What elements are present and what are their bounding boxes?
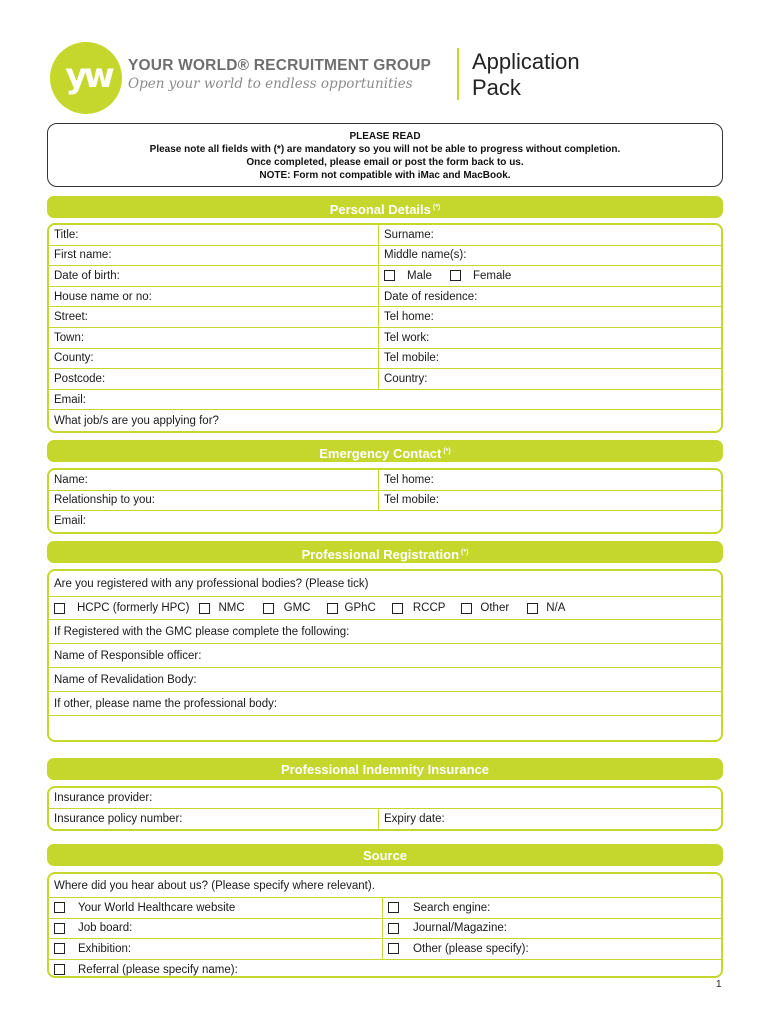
form-row	[49, 644, 721, 668]
form-row	[49, 898, 721, 919]
section-header-professional-registration	[47, 541, 723, 563]
insurance-provider-field[interactable]: Insurance provider:	[54, 791, 153, 804]
other-body-answer-field[interactable]	[49, 716, 721, 740]
form-row	[49, 410, 721, 431]
mandatory-mark: (*)	[432, 204, 441, 211]
form-row	[49, 246, 721, 267]
form-row	[49, 620, 721, 644]
checkbox-journal[interactable]	[388, 923, 399, 934]
option-nmc[interactable]	[199, 602, 244, 614]
section-title: Personal Details	[329, 202, 431, 217]
checkbox-na[interactable]	[527, 603, 538, 614]
checkbox-referral[interactable]	[54, 964, 65, 975]
page-number: 1	[716, 979, 722, 990]
street-field[interactable]: Street:	[49, 307, 379, 327]
tel-home-field[interactable]: Tel home:	[384, 311, 434, 324]
form-row	[49, 788, 721, 809]
surname-field[interactable]: Surname:	[384, 228, 434, 241]
form-row	[49, 266, 721, 287]
gender-male-option[interactable]	[384, 270, 450, 282]
policy-number-field[interactable]: Insurance policy number:	[49, 809, 379, 830]
emergency-name-field[interactable]: Name:	[49, 470, 379, 490]
gender-options	[379, 266, 721, 286]
checkbox-rccp[interactable]	[392, 603, 403, 614]
revalidation-body-field[interactable]: Name of Revalidation Body:	[54, 673, 197, 686]
notice-line: NOTE: Form not compatible with iMac and MacBook.	[259, 170, 511, 181]
emergency-tel-mobile-field[interactable]: Tel mobile:	[384, 494, 439, 507]
notice-line: PLEASE READ	[349, 131, 421, 142]
company-logo	[50, 42, 122, 114]
dob-field[interactable]: Date of birth:	[49, 266, 379, 286]
option-label: Referral (please specify name):	[78, 963, 238, 976]
county-field[interactable]: County:	[49, 349, 379, 369]
section-title: Professional Indemnity Insurance	[280, 762, 490, 777]
option-label: Other (please specify):	[413, 942, 529, 955]
country-field[interactable]: Country:	[384, 372, 428, 385]
form-row	[49, 225, 721, 246]
relationship-field[interactable]: Relationship to you:	[49, 491, 379, 511]
header-divider	[457, 48, 459, 100]
option-label: Job board:	[78, 922, 133, 935]
form-row	[49, 470, 721, 491]
form-row	[49, 571, 721, 597]
option-label: Female	[472, 269, 512, 282]
checkbox-job-board[interactable]	[54, 923, 65, 934]
option-label: RCCP	[412, 602, 446, 614]
checkbox-nmc[interactable]	[199, 603, 210, 614]
gender-female-option[interactable]	[450, 270, 511, 282]
responsible-officer-field[interactable]: Name of Responsible officer:	[54, 649, 202, 662]
tel-work-field[interactable]: Tel work:	[384, 331, 430, 344]
house-field[interactable]: House name or no:	[49, 287, 379, 307]
form-row	[49, 369, 721, 390]
form-row	[49, 307, 721, 328]
middle-names-field[interactable]: Middle name(s):	[384, 249, 467, 262]
form-row	[49, 939, 721, 960]
form-row	[49, 668, 721, 692]
emergency-email-field[interactable]: Email:	[54, 515, 86, 528]
option-other[interactable]	[461, 602, 509, 614]
checkbox-hcpc[interactable]	[54, 603, 65, 614]
checkbox-other-source[interactable]	[388, 943, 399, 954]
notice-box	[47, 123, 723, 187]
option-label: GMC	[283, 602, 311, 614]
option-hcpc[interactable]	[54, 602, 189, 614]
mandatory-mark: (*)	[443, 448, 451, 455]
section-header-emergency-contact	[47, 440, 723, 462]
form-row	[49, 597, 721, 620]
registration-question: Are you registered with any professional bodies? (Please tick)	[54, 577, 369, 590]
company-tagline: Open your world to endless opportunities	[128, 76, 413, 92]
form-row-blank	[49, 716, 721, 740]
form-row	[49, 287, 721, 308]
source-referral-option[interactable]	[49, 960, 721, 979]
option-label: Other	[480, 602, 510, 614]
checkbox-gphc[interactable]	[327, 603, 338, 614]
document-title-line2: Pack	[472, 75, 521, 100]
checkbox-exhibition[interactable]	[54, 943, 65, 954]
logo-text: yw	[65, 56, 111, 96]
emergency-tel-home-field[interactable]: Tel home:	[384, 473, 434, 486]
section-header-source	[47, 844, 723, 866]
option-gphc[interactable]	[327, 602, 376, 614]
source-job-board-option[interactable]	[49, 919, 383, 939]
form-row	[49, 809, 721, 830]
checkbox-search-engine[interactable]	[388, 902, 399, 913]
date-residence-field[interactable]: Date of residence:	[384, 290, 478, 303]
document-title-line1: Application	[472, 49, 580, 74]
mandatory-mark: (*)	[461, 549, 469, 556]
option-label: Male	[407, 269, 432, 282]
option-label: HCPC (formerly HPC)	[77, 602, 190, 614]
indemnity-insurance-box	[47, 786, 723, 831]
section-header-personal-details	[47, 196, 723, 218]
form-row	[49, 511, 721, 532]
section-title: Professional Registration	[301, 547, 460, 562]
email-field[interactable]: Email:	[54, 393, 86, 406]
postcode-field[interactable]: Postcode:	[49, 369, 379, 389]
option-label: Journal/Magazine:	[413, 922, 507, 935]
form-row	[49, 692, 721, 716]
title-field[interactable]: Title:	[49, 225, 379, 245]
job-applying-field[interactable]: What job/s are you applying for?	[54, 414, 219, 427]
option-na[interactable]	[527, 602, 565, 614]
option-gmc[interactable]	[263, 602, 311, 614]
option-label: N/A	[546, 602, 566, 614]
source-question: Where did you hear about us? (Please specify where relevant).	[54, 879, 375, 892]
checkbox-other[interactable]	[461, 603, 472, 614]
section-header-indemnity-insurance	[47, 758, 723, 780]
source-journal-option[interactable]	[383, 919, 721, 939]
source-search-engine-option[interactable]	[383, 898, 721, 918]
gmc-note: If Registered with the GMC please complete the following:	[54, 625, 350, 638]
town-field[interactable]: Town:	[49, 328, 379, 348]
company-name: YOUR WORLD® RECRUITMENT GROUP	[128, 57, 432, 74]
section-title: Source	[362, 848, 408, 863]
tel-mobile-field[interactable]: Tel mobile:	[384, 352, 439, 365]
option-label: Your World Healthcare website	[78, 901, 236, 914]
option-label: NMC	[218, 602, 245, 614]
first-name-field[interactable]: First name:	[49, 246, 379, 266]
notice-line: Please note all fields with (*) are mandatory so you will not be able to progress without completion.	[149, 144, 621, 155]
checkbox-female[interactable]	[450, 270, 461, 281]
form-row	[49, 919, 721, 940]
source-exhibition-option[interactable]	[49, 939, 383, 959]
emergency-contact-box	[47, 468, 723, 534]
option-label: GPhC	[344, 602, 376, 614]
option-label: Exhibition:	[78, 942, 132, 955]
registration-options	[49, 597, 721, 619]
notice-line: Once completed, please email or post the form back to us.	[246, 157, 524, 168]
checkbox-website[interactable]	[54, 902, 65, 913]
source-box	[47, 872, 723, 978]
source-other-option[interactable]	[383, 939, 721, 959]
expiry-date-field[interactable]: Expiry date:	[384, 812, 445, 825]
source-website-option[interactable]	[49, 898, 383, 918]
form-row	[49, 491, 721, 512]
personal-details-box	[47, 223, 723, 433]
checkbox-gmc[interactable]	[263, 603, 274, 614]
option-rccp[interactable]	[392, 602, 446, 614]
form-row	[49, 328, 721, 349]
professional-registration-box	[47, 569, 723, 742]
checkbox-male[interactable]	[384, 270, 395, 281]
form-row	[49, 349, 721, 370]
form-row	[49, 960, 721, 979]
form-row	[49, 390, 721, 411]
section-title: Emergency Contact	[319, 446, 442, 461]
other-body-field[interactable]: If other, please name the professional body:	[54, 697, 278, 710]
form-row	[49, 874, 721, 898]
option-label: Search engine:	[413, 901, 491, 914]
